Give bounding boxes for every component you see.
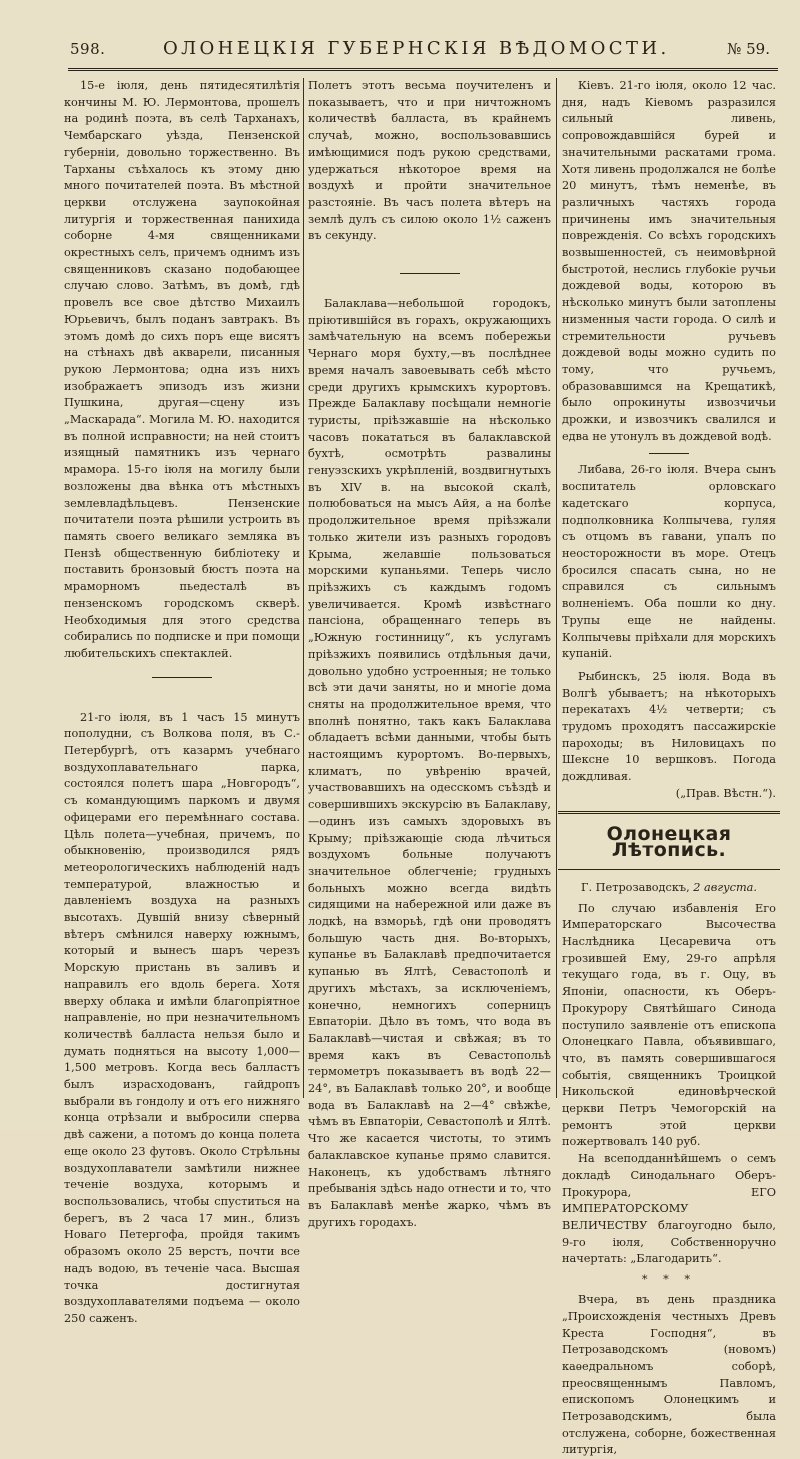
section-title: Олонецкая Лѣтопись. bbox=[606, 822, 732, 862]
article-balloon-continued: Полетъ этотъ весьма поучителенъ и показываетъ, что и при ничтожномъ количествѣ балласта, въ крайнемъ случаѣ, можно, воспользовавшись имѣющимися подъ рукою средствами, удержаться нѣкоторое время на воздухѣ и пройти значительное разстояніе. Въ часъ полета вѣтеръ на землѣ дулъ съ силою около 1½ саженъ въ секунду. bbox=[308, 79, 551, 243]
column-divider bbox=[556, 78, 557, 1098]
article-separator bbox=[649, 453, 689, 454]
article-balaklava: Балаклава—небольшой городокъ, пріютившійся въ горахъ, окружающихъ замѣчательную на всемъ побережьи Чернаго моря бухту,—въ послѣднее время началъ завоевывать себѣ мѣсто среди другихъ крымскихъ курортовъ. Прежде Балаклаву посѣщали немногіе туристы, пріѣзжавшіе на нѣсколько часовъ покататься въ балаклавской бухтѣ, осмотрѣть развалины генуэзскихъ укрѣпленій, воздвигнутыхъ въ XIV в. на высокой скалѣ, полюбоваться на мысъ Айя, а на болѣе продолжительное время пріѣзжали только жители изъ разныхъ городовъ Крыма, желавшіе пользоваться морскими купаньями. Теперь число пріѣзжихъ съ каждымъ годомъ увеличивается. Кромѣ извѣстнаго пансіона, обращеннаго теперь въ „Южную гостинницу“, къ услугамъ пріѣзжихъ появились отдѣльныя дачи, довольно удобно устроенныя; не только всѣ эти дачи заняты, но и многіе дома сняты на продолжительное время, что вполнѣ понятно, такъ какъ Балаклава обладаетъ всѣми данными, чтобы быть настоящимъ курортомъ. Во-первыхъ, климатъ, по увѣренію врачей, участвовавшихъ на одесскомъ съѣздѣ и совершившихъ экскурсію въ Балаклаву,—одинъ изъ самыхъ здоровыхъ въ Крыму; пріѣзжающіе сюда лѣчиться воздухомъ больные получаютъ значительное облегченіе; грудныхъ больныхъ можно всегда видѣть сидящими на набережной или даже въ лодкѣ, на взморьѣ, гдѣ они проводятъ большую часть дня. Во-вторыхъ, купанье въ Балаклавѣ предпочитается купанью въ Ялтѣ, Севастополѣ и другихъ мѣстахъ, за исключеніемъ, конечно, немногихъ соперницъ Евпаторіи. Дѣло въ томъ, что вода въ Балаклавѣ—чистая и свѣжая; въ то время какъ въ Севастопольѣ термометръ показываетъ въ водѣ 22—24°, въ Балаклавѣ только 20°, и вообще вода въ Балаклавѣ на 2—4° свѣжѣе, чѣмъ въ Евпаторіи, Севастополѣ и Ялтѣ. Что же касается чистоты, то этимъ балаклавское купанье прямо славится. Наконецъ, къ удобствамъ лѣтняго пребыванія здѣсь надо отнести и то, что въ Балаклавѣ менѣе жарко, чѣмъ въ другихъ городахъ. bbox=[308, 297, 551, 1229]
article-separator bbox=[400, 273, 460, 274]
column-3 bbox=[562, 78, 776, 1457]
issue-number: № 59. bbox=[727, 40, 770, 58]
dateline-city: Г. Петрозаводскъ, bbox=[581, 880, 690, 894]
column-divider bbox=[303, 78, 304, 1098]
page-number: 598. bbox=[70, 40, 106, 58]
chronicle-paragraph-2: На всеподданнѣйшемъ о семъ докладѣ Синодальнаго Оберъ-Прокурора, ЕГО ИМПЕРАТОРСКОМУ ВЕЛИЧЕСТВУ благоугодно было, 9-го іюля, Собственноручно начертать: „Благодарить“. bbox=[562, 1152, 776, 1266]
newspaper-title: ОЛОНЕЦКІЯ ГУБЕРНСКІЯ ВѢДОМОСТИ. bbox=[162, 38, 670, 59]
chronicle-paragraph-1: По случаю избавленія Его Императорскаго Высочества Наслѣдника Цесаревича отъ грозившей Ему, 29-го апрѣля текущаго года, въ г. Оцу, въ Японіи, опасности, къ Оберъ-Прокурору Святѣйшаго Синода поступило заявленіе отъ епископа Олонецкаго Павла, объявившаго, что, въ память совершившагося событія, священникъ Троицкой Никольской единовѣрческой церкви Петръ Чемогорскій на ремонтъ этой церкви пожертвовалъ 140 руб. bbox=[562, 901, 776, 1149]
section-title-rule bbox=[558, 869, 780, 870]
article-lermontov: 15-е іюля, день пятидесятилѣтія кончины М. Ю. Лермонтова, прошелъ на родинѣ поэта, въ селѣ Тарханахъ, Чембарскаго уѣзда, Пензенской губерніи, довольно торжественно. Въ Тарханы съѣхалось къ этому дню много почитателей поэта. Въ мѣстной церкви отслужена заупокойная литургія и торжественная панихида соборне 4-мя священниками окрестныхъ селъ, причемъ однимъ изъ священниковъ сказано подобающее случаю слово. Затѣмъ, въ домѣ, гдѣ провелъ все свое дѣтство Михаилъ Юрьевичъ, былъ поданъ завтракъ. Въ этомъ домѣ до сихъ поръ еще висятъ на стѣнахъ двѣ акварели, писанныя рукою Лермонтова; одна изъ нихъ изображаетъ эпизодъ изъ жизни Пушкина, другая—сцену изъ „Маскарада“. Могила М. Ю. находится въ полной исправности; на ней стоитъ изящный памятникъ изъ чернаго мрамора. 15-го іюля на могилу были возложены два вѣнка отъ мѣстныхъ землевладѣльцевъ. Пензенские почитатели поэта рѣшили устроить въ память своего великаго земляка въ Пензѣ общественную библіотеку и поставить бронзовый бюстъ поэта на мраморномъ пьедесталѣ въ пензенскомъ городскомъ скверѣ. Необходимыя для этого средства собирались по подписке и при помощи любительскихъ спектаклей. bbox=[64, 79, 300, 660]
masthead-rule bbox=[68, 68, 778, 71]
article-kiev: Кіевъ. 21-го іюля, около 12 час. дня, надъ Кіевомъ разразился сильный ливень, сопровождавшійся бурей и значительными раскатами грома. Хотя ливень продолжался не болѣе 20 минутъ, тѣмъ неменѣе, въ различныхъ частяхъ города причинены имъ значительныя поврежденія. Со всѣхъ городскихъ возвышенностей, съ неимовѣрной быстротой, неслись глубокіе ручьи дождевой воды, которою въ нѣсколько минутъ были затоплены низменныя части города. О силѣ и стремительности ручьевъ дождевой воды можно судить по тому, что ручьемъ, образовавшимся на Крещатикѣ, было опрокинуты извозчичьи дрожки, и извозчикъ свалился и едва не утонулъ въ дождевой водѣ. bbox=[562, 79, 776, 443]
chronicle-paragraph-3: Вчера, въ день праздника „Происхожденія честныхъ Древъ Креста Господня“, въ Петрозаводскомъ (новомъ) каѳедральномъ соборѣ, преосвященнымъ Павломъ, епископомъ Олонецкимъ и Петрозаводскимъ, была отслужена, соборне, божественная литургія, bbox=[562, 1293, 776, 1457]
section-rule bbox=[558, 811, 780, 814]
column-1 bbox=[64, 78, 300, 1325]
article-separator bbox=[152, 677, 212, 678]
asterism: * * * bbox=[641, 1273, 697, 1287]
article-rybinsk: Рыбинскъ, 25 іюля. Вода въ Волгѣ убываетъ; на нѣкоторыхъ перекатахъ 4½ четверти; съ трудомъ проходятъ пассажирскіе пароходы; въ Ниловицахъ по Шексне 10 вершковъ. Погода дождливая. bbox=[562, 669, 776, 784]
dateline bbox=[562, 880, 776, 897]
column-2 bbox=[308, 78, 551, 1229]
article-libava: Либава, 26-го іюля. Вчера сынъ воспитатель орловскаго кадетскаго корпуса, подполковника Колпычева, гуляя съ отцомъ въ гавани, упалъ по неосторожности въ море. Отецъ бросился спасать сына, но не справился съ сильнымъ волненіемъ. Оба пошли ко дну. Трупы еще не найдены. Колпычевы пріѣхали для морскихъ купаній. bbox=[562, 463, 776, 661]
article-balloon: 21-го іюля, въ 1 часъ 15 минутъ пополудни, съ Волкова поля, въ С.-Петербургѣ, отъ казармъ учебнаго воздухоплавательнаго парка, состоялся полетъ шара „Новгородъ“, съ командующимъ паркомъ и двумя офицерами его перемѣннаго состава. Цѣль полета—учебная, причемъ, по обыкновенію, производился рядъ метеорологическихъ наблюденій надъ температурой, влажностью и давленіемъ воздуха на разныхъ высотахъ. Дувшій внизу сѣверный вѣтеръ смѣнился наверху южнымъ, который и вынесъ шаръ черезъ Морскую пристань въ заливъ и направилъ его вдоль берега. Хотя вверху облака и имѣли благопріятное направленіе, но при незначительномъ количествѣ балласта нельзя было и думать подняться на высоту 1,000—1,500 метровъ. Когда весь балластъ былъ израсходованъ, гайдропъ выбрали въ гондолу и отъ его нижняго конца отрѣзали и выбросили сперва двѣ сажени, а потомъ до конца полета еще около 23 футовъ. Около Стрѣльны воздухоплаватели замѣтили нижнее теченіе воздуха, которымъ и воспользовались, чтобы спуститься на берегъ, въ 2 часа 17 мин., близъ Новаго Петергофа, пройдя такимъ образомъ около 25 верстъ, почти все надъ водою, въ теченіе часа. Высшая точка достигнутая воздухоплавателями подъема — около 250 саженъ. bbox=[64, 710, 300, 1325]
dateline-date: 2 августа. bbox=[693, 880, 757, 894]
source-note: („Прав. Вѣстн.“). bbox=[675, 786, 776, 800]
masthead bbox=[70, 38, 770, 68]
